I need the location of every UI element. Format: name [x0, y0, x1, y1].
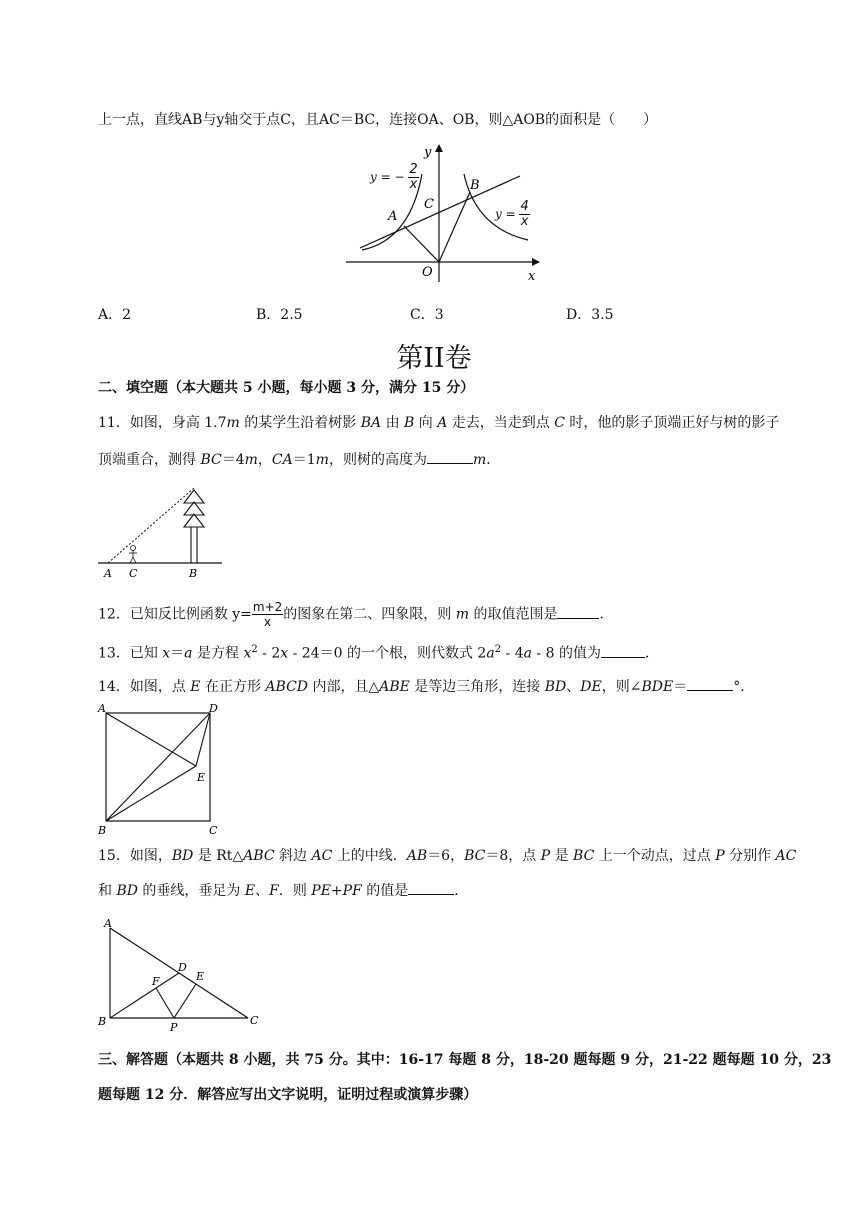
q12-func: y= — [232, 606, 252, 623]
q13-text: - 24＝0 的一个根，则代数式 2 — [288, 645, 487, 662]
q15-var: BC — [573, 848, 595, 864]
q14-text: 是等边三角形，连接 — [409, 679, 545, 695]
q15-text: ． — [454, 883, 469, 899]
q11-var: B — [404, 415, 415, 431]
q13-line — [98, 640, 659, 664]
q10-fig-label-o: O — [422, 265, 433, 280]
q13-var: a — [184, 645, 193, 662]
q13-var: x — [162, 645, 171, 662]
q15-text: ．则 — [278, 883, 312, 899]
q11-text: ＝1 — [292, 452, 316, 468]
q15-answer-blank[interactable] — [408, 880, 454, 895]
q15-var: ABC — [243, 848, 275, 864]
q15-fig-label-d: D — [178, 961, 187, 974]
q10-fig-label-x: x — [528, 269, 536, 284]
q13-var: a — [523, 645, 532, 662]
q13-text: - 4 — [501, 645, 524, 662]
q14-fig-label-e: E — [197, 771, 206, 784]
q15-fig-label-b: B — [98, 1015, 107, 1028]
q11-unit: m — [226, 415, 240, 431]
q10-eq-right-frac — [519, 200, 529, 229]
q12-line — [98, 600, 613, 629]
q15-fig-label-c: C — [250, 1014, 259, 1027]
q15-var: P — [540, 848, 551, 864]
q15-var: BD — [116, 883, 138, 899]
q15-var: PE+PF — [311, 883, 362, 899]
q11-var: BC — [200, 452, 222, 468]
q11-text: 时，他的影子顶端正好与树的影子 — [564, 415, 780, 431]
q15-text: 、 — [255, 883, 270, 899]
q13-text: ＝ — [170, 645, 185, 662]
q10-choice-d[interactable]: D．3.5 — [566, 307, 614, 323]
q13-var: a — [486, 645, 495, 662]
q10-eq-right-prefix: y = — [495, 207, 516, 221]
q10-eq-right-den: x — [520, 214, 529, 229]
q15-var: BC — [464, 848, 486, 864]
q12-denominator: x — [264, 615, 272, 629]
q14-figure — [96, 700, 226, 840]
q11-figure — [96, 482, 226, 582]
q11-text: 由 — [381, 415, 405, 431]
q15-var: F — [269, 883, 279, 899]
section3-heading-line1: 三、解答题（本题共 8 小题，共 75 分。其中：16-17 每题 8 分，18-20 题每题 9 分，21-22 题每题 10 分，23 — [98, 1052, 832, 1068]
q14-text: 、 — [566, 679, 581, 695]
q12-fraction — [252, 600, 283, 629]
q14-fig-label-b: B — [98, 824, 107, 837]
q13-text: 是方程 — [192, 645, 244, 662]
q10-fig-label-c: C — [424, 197, 434, 212]
q15-text: 15．如图， — [98, 848, 172, 864]
q15-var: BD — [171, 848, 194, 864]
q11-unit: m — [315, 452, 329, 468]
q15-line2 — [98, 880, 468, 901]
q14-var: DE — [580, 679, 602, 695]
q15-var: E — [244, 883, 256, 899]
q15-fig-label-a: A — [104, 917, 112, 930]
q15-text: 斜边 — [274, 848, 312, 864]
q11-answer-blank[interactable] — [427, 449, 473, 464]
q11-unit: m — [472, 452, 487, 468]
q14-var: ABCD — [265, 679, 309, 695]
q13-var: x — [243, 645, 252, 662]
q10-eq-left-frac — [408, 163, 418, 192]
q15-fig-label-e: E — [196, 970, 205, 983]
q14-var: E — [190, 679, 201, 695]
q14-text: ，则∠ — [601, 679, 642, 695]
q10-fig-label-b: B — [470, 178, 480, 193]
q11-fig-label-c: C — [129, 567, 138, 580]
q14-var: ABE — [379, 679, 410, 695]
q10-choice-b[interactable]: B．2.5 — [256, 307, 303, 323]
q15-fig-label-f: F — [152, 975, 160, 988]
q15-figure — [96, 912, 266, 1037]
q12-var: m — [455, 606, 470, 623]
q11-fig-label-a: A — [104, 567, 112, 580]
q11-unit: m — [244, 452, 258, 468]
q13-exponent: 2 — [494, 644, 502, 655]
q11-var: BA — [360, 415, 382, 431]
q14-var: BDE — [641, 679, 674, 695]
q13-text: - 8 的值为 — [531, 645, 601, 662]
q14-line — [98, 676, 754, 697]
q11-text: 顶端重合，测得 — [98, 452, 201, 468]
q15-text: 分别作 — [724, 848, 776, 864]
q14-text: 在正方形 — [200, 679, 266, 695]
section2-title: 第II卷 — [396, 343, 472, 374]
q15-var: P — [715, 848, 725, 864]
q10-stem: 上一点，直线AB与y轴交于点C，且AC＝BC，连接OA、OB，则△AOB的面积是（ ） — [98, 112, 658, 128]
q13-text: ． — [644, 645, 659, 662]
q13-text: - 2 — [257, 645, 281, 662]
q14-fig-label-d: D — [209, 702, 218, 715]
section2-heading: 二、填空题（本大题共 5 小题，每小题 3 分，满分 15 分） — [98, 380, 475, 396]
q14-var: BD — [544, 679, 567, 695]
q10-eq-right — [495, 200, 530, 229]
q10-fig-label-a: A — [388, 209, 398, 224]
q10-eq-left-den: x — [409, 177, 418, 192]
q14-answer-blank[interactable] — [687, 676, 733, 691]
q14-text: 14．如图，点 — [98, 679, 191, 695]
q15-text: 的值是 — [361, 883, 409, 899]
q11-var: A — [437, 415, 448, 431]
q11-text: ， — [257, 452, 272, 468]
q15-text: ＝6， — [427, 848, 465, 864]
q11-text: ，则树的高度为 — [328, 452, 427, 468]
q10-choice-a[interactable]: A．2 — [98, 307, 132, 323]
q13-var: x — [280, 645, 289, 662]
q15-text: 上一个动点，过点 — [594, 848, 716, 864]
q15-line1 — [98, 846, 796, 866]
q10-eq-left — [370, 163, 419, 192]
q10-choice-c[interactable]: C．3 — [410, 307, 444, 323]
q14-text: ＝ — [673, 679, 688, 695]
q15-var: AB — [406, 848, 428, 864]
q15-text: 是 Rt△ — [193, 848, 244, 864]
q11-line2 — [98, 449, 500, 470]
q15-text: 是 — [550, 848, 574, 864]
q14-text: 内部，且△ — [308, 679, 380, 695]
q12-numerator: m+2 — [252, 600, 283, 614]
q11-var: CA — [271, 452, 293, 468]
q11-fig-label-b: B — [189, 567, 198, 580]
q11-line1 — [98, 413, 779, 433]
q13-answer-blank[interactable] — [601, 643, 645, 658]
q11-text: 11．如图，身高 1.7 — [98, 415, 227, 431]
q15-text: ＝8，点 — [485, 848, 541, 864]
q15-text: 上的中线． — [332, 848, 407, 864]
q12-answer-blank[interactable] — [557, 604, 599, 619]
q11-text: 走去，当走到点 — [447, 415, 555, 431]
q11-text: ＝4 — [221, 452, 245, 468]
q13-exponent: 2 — [251, 644, 258, 655]
q11-var: C — [554, 415, 565, 431]
section3-heading-line2: 题每题 12 分．解答应写出文字说明，证明过程或演算步骤） — [98, 1087, 478, 1103]
q10-eq-left-prefix: y = − — [370, 170, 405, 184]
q10-eq-right-num: 4 — [520, 199, 529, 214]
q11-text: ． — [486, 452, 501, 468]
q11-text: 的某学生沿着树影 — [239, 415, 361, 431]
q12-text: ． — [599, 606, 614, 623]
q12-text: 的图象在第二、四象限，则 — [283, 606, 456, 623]
q15-fig-label-p: P — [170, 1021, 178, 1034]
q10-eq-left-num: 2 — [409, 162, 418, 177]
q13-text: 13．已知 — [98, 645, 163, 662]
q15-text: 的垂线，垂足为 — [137, 883, 245, 899]
q12-text: 的取值范围是 — [469, 606, 558, 623]
q14-fig-label-a: A — [98, 702, 106, 715]
q14-fig-label-c: C — [209, 824, 218, 837]
q12-text: 12．已知反比例函数 — [98, 606, 233, 623]
q15-var: AC — [775, 848, 797, 864]
q15-text: 和 — [98, 883, 117, 899]
q11-text: 向 — [414, 415, 438, 431]
q15-var: AC — [311, 848, 333, 864]
q14-text: °． — [733, 679, 755, 695]
q10-fig-label-y: y — [424, 145, 432, 160]
